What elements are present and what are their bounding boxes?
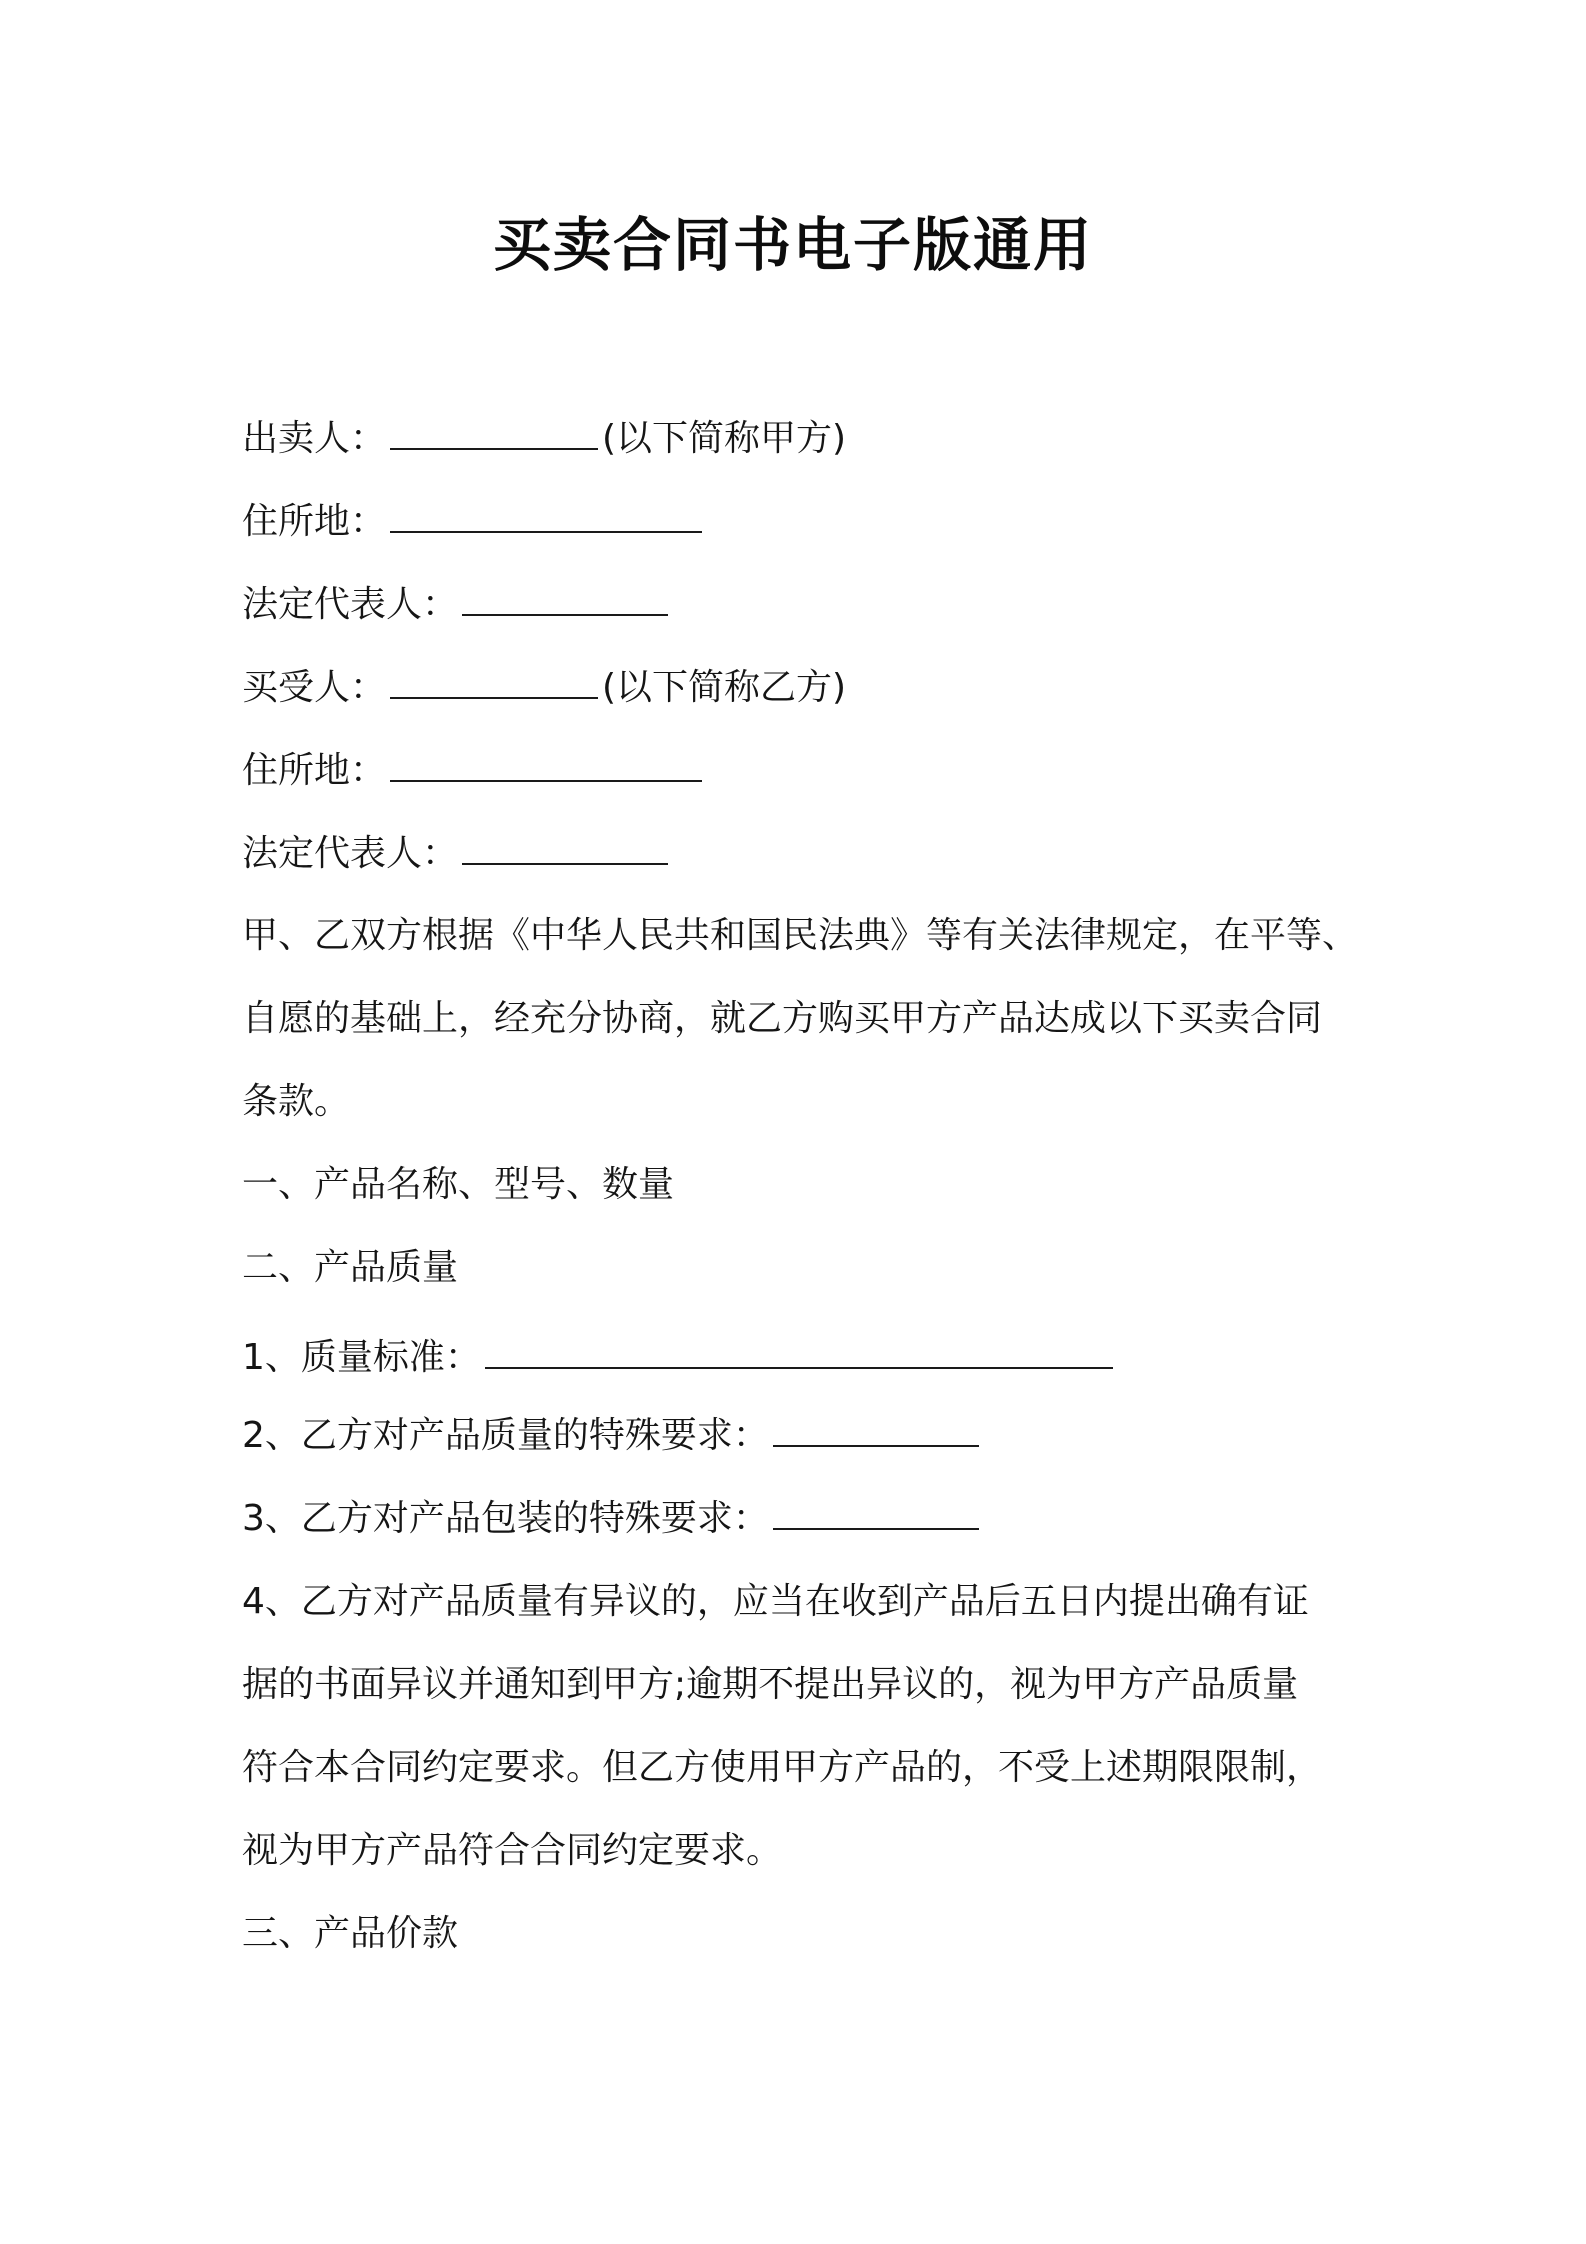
seller-rep-line (242, 580, 1352, 629)
objection-line-2: 据的书面异议并通知到甲方;逾期不提出异议的，视为甲方产品质量 (242, 1664, 1299, 1705)
buyer-blank[interactable] (390, 663, 598, 699)
objection-line-4: 视为甲方产品符合合同约定要求。 (242, 1830, 783, 1871)
packaging-requirement-blank[interactable] (773, 1494, 979, 1530)
buyer-rep-line (242, 829, 1352, 878)
buyer-address-line (242, 746, 1352, 795)
preamble-line-2: 自愿的基础上，经充分协商，就乙方购买甲方产品达成以下买卖合同 (242, 998, 1323, 1039)
buyer-address-label: 住所地： (242, 750, 387, 791)
quality-standard-label: 1、质量标准： (242, 1337, 481, 1378)
section-heading-2: 二、产品质量 (242, 1247, 459, 1288)
quality-requirement-label: 2、乙方对产品质量的特殊要求： (242, 1415, 769, 1456)
buyer-rep-blank[interactable] (462, 829, 668, 865)
objection-line-3: 符合本合同约定要求。但乙方使用甲方产品的，不受上述期限限制， (242, 1747, 1323, 1788)
packaging-requirement-line (242, 1494, 1352, 1543)
preamble-line-1: 甲、乙双方根据《中华人民共和国民法典》等有关法律规定，在平等、 (242, 915, 1359, 956)
seller-address-blank[interactable] (390, 497, 702, 533)
buyer-suffix: (以下简称乙方) (602, 667, 847, 708)
buyer-line (242, 663, 1352, 712)
packaging-requirement-label: 3、乙方对产品包装的特殊要求： (242, 1498, 769, 1539)
preamble-line-3: 条款。 (242, 1081, 351, 1122)
quality-standard-blank[interactable] (485, 1333, 1113, 1369)
seller-address-label: 住所地： (242, 501, 387, 542)
seller-label: 出卖人： (242, 418, 387, 459)
seller-line (242, 414, 1352, 463)
quality-standard-line (242, 1333, 1352, 1382)
buyer-address-blank[interactable] (390, 746, 702, 782)
seller-address-line (242, 497, 1352, 546)
document-title: 买卖合同书电子版通用 (492, 211, 1093, 279)
section-heading-3: 三、产品价款 (242, 1913, 459, 1954)
seller-suffix: (以下简称甲方) (602, 418, 847, 459)
buyer-rep-label: 法定代表人： (242, 833, 459, 874)
objection-line-1: 4、乙方对产品质量有异议的，应当在收到产品后五日内提出确有证 (242, 1581, 1309, 1622)
section-heading-1: 一、产品名称、型号、数量 (242, 1164, 675, 1205)
seller-rep-blank[interactable] (462, 580, 668, 616)
quality-requirement-blank[interactable] (773, 1411, 979, 1447)
quality-requirement-line (242, 1411, 1352, 1460)
seller-blank[interactable] (390, 414, 598, 450)
seller-rep-label: 法定代表人： (242, 584, 459, 625)
buyer-label: 买受人： (242, 667, 387, 708)
